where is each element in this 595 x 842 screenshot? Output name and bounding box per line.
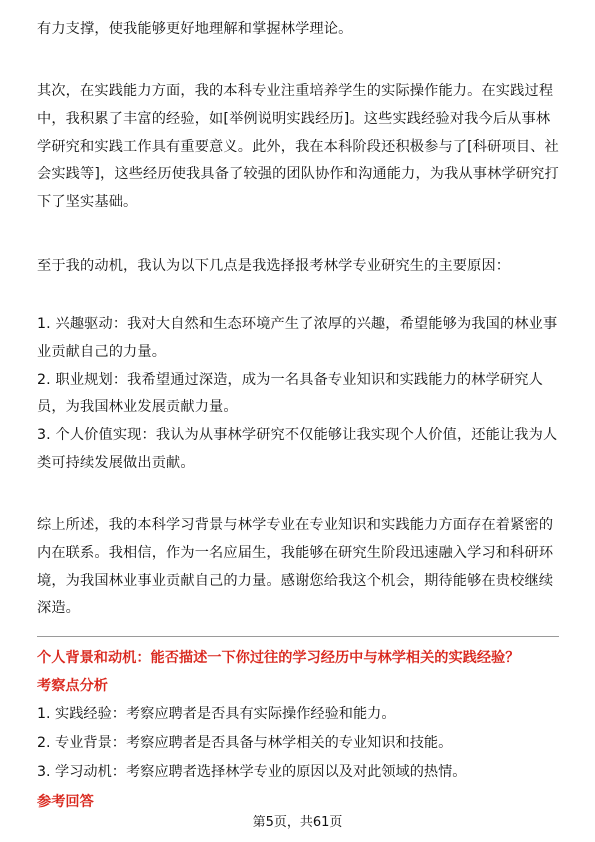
text-line: 内在联系。我相信，作为一名应届生，我能够在研究生阶段迅速融入学习和科研环 [37, 544, 554, 561]
analysis-point: 1. 实践经验：考察应聘者是否具有实际操作经验和能力。 [37, 706, 396, 722]
analysis-point: 2. 专业背景：考察应聘者是否具备与林学相关的专业知识和技能。 [37, 735, 453, 751]
list-item-continuation: 业贡献自己的力量。 [37, 343, 167, 360]
paragraph-conclusion [37, 512, 559, 623]
list-item: 3. 个人价值实现：我认为从事林学研究不仅能够让我实现个人价值，还能让我为人 [37, 427, 558, 444]
text-line: 至于我的动机，我认为以下几点是我选择报考林学专业研究生的主要原因： [37, 258, 511, 274]
motivation-list [37, 311, 559, 478]
text-line: 中，我积累了丰富的经验，如[举例说明实践经历]。这些实践经验对我今后从事林 [37, 110, 551, 127]
list-item-continuation: 员，为我国林业发展贡献力量。 [37, 399, 238, 416]
text-line: 下了坚实基础。 [37, 194, 138, 211]
paragraph-motivation-intro [37, 253, 559, 281]
text-line: 深造。 [37, 600, 81, 617]
answer-heading: 参考回答 [37, 794, 94, 810]
text-line: 其次，在实践能力方面，我的本科专业注重培养学生的实际操作能力。在实践过程 [37, 83, 554, 99]
question-title: 个人背景和动机：能否描述一下你过往的学习经历中与林学相关的实践经验？ [37, 650, 520, 666]
paragraph-practice-ability [37, 78, 559, 217]
section-divider [37, 636, 559, 637]
text-line: 会实践等]，这些经历使我具备了较强的团队协作和沟通能力，为我从事林学研究打 [37, 166, 559, 183]
text-line: 综上所述，我的本科学习背景与林学专业在专业知识和实践能力方面存在着紧密的 [37, 517, 554, 533]
analysis-point: 3. 学习动机：考察应聘者选择林学专业的原因以及对此领域的热情。 [37, 764, 467, 780]
text-line: 有力支撑，使我能够更好地理解和掌握林学理论。 [37, 21, 353, 37]
page-number: 第5页，共61页 [252, 815, 343, 830]
list-item: 1. 兴趣驱动：我对大自然和生态环境产生了浓厚的兴趣，希望能够为我国的林业事 [37, 316, 558, 332]
list-item: 2. 职业规划：我希望通过深造，成为一名具备专业知识和实践能力的林学研究人 [37, 371, 543, 388]
analysis-heading: 考察点分析 [37, 678, 108, 694]
list-item-continuation: 类可持续发展做出贡献。 [37, 454, 195, 471]
text-line: 学研究和实践工作具有重要意义。此外，我在本科阶段还积极参与了[科研项目、社 [37, 138, 559, 155]
text-line: 境，为我国林业事业贡献自己的力量。感谢您给我这个机会，期待能够在贵校继续 [37, 572, 554, 589]
paragraph-continuation [37, 16, 559, 44]
